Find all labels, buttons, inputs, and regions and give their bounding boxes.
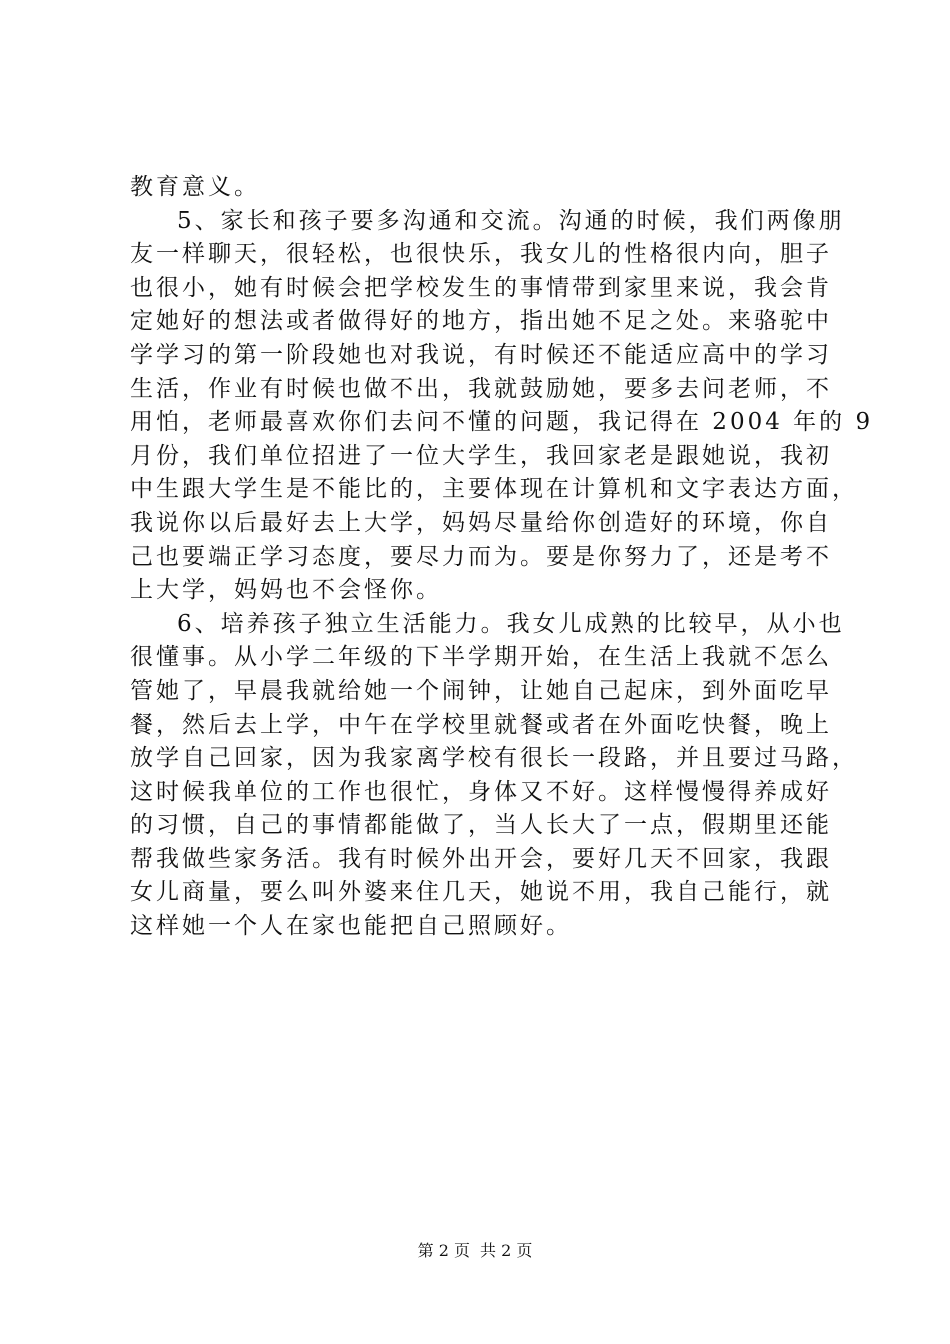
page-total: 共 2 页 (480, 1241, 533, 1260)
page-number: 第 2 页 (417, 1241, 470, 1260)
text-line: 己也要端正学习态度，要尽力而为。要是你努力了，还是考不 (130, 543, 832, 570)
text-line: 中生跟大学生是不能比的，主要体现在计算机和文字表达方面， (130, 476, 858, 503)
text-line: 也很小，她有时候会把学校发生的事情带到家里来说，我会肯 (130, 274, 832, 301)
text-line: 女儿商量，要么叫外婆来住几天，她说不用，我自己能行，就 (130, 879, 832, 906)
text-line: 我说你以后最好去上大学，妈妈尽量给你创造好的环境，你自 (130, 509, 832, 536)
text-line: 生活，作业有时候也做不出，我就鼓励她，要多去问老师，不 (130, 375, 832, 402)
text-line: 教育意义。 (130, 174, 260, 200)
text-line: 学学习的第一阶段她也对我说，有时候还不能适应高中的学习 (130, 341, 832, 368)
text-line: 餐，然后去上学，中午在学校里就餐或者在外面吃快餐，晚上 (130, 711, 832, 738)
text-line: 帮我做些家务活。我有时候外出开会，要好几天不回家，我跟 (130, 845, 832, 872)
text-line: 的习惯，自己的事情都能做了，当人长大了一点，假期里还能 (130, 812, 832, 839)
text-line: 管她了，早晨我就给她一个闹钟，让她自己起床，到外面吃早 (130, 677, 832, 704)
text-line: 定她好的想法或者做得好的地方，指出她不足之处。来骆驼中 (130, 308, 832, 335)
text-line: 这时候我单位的工作也很忙，身体又不好。这样慢慢得养成好 (130, 778, 832, 805)
page-footer (0, 1240, 950, 1262)
paragraph-5-first-line: 5、家长和孩子要多沟通和交流。沟通的时候，我们两像朋 (177, 207, 845, 234)
text-line: 这样她一个人在家也能把自己照顾好。 (130, 913, 572, 940)
paragraph-6-first-line: 6、培养孩子独立生活能力。我女儿成熟的比较早，从小也 (177, 610, 845, 637)
text-line: 月份，我们单位招进了一位大学生，我回家老是跟她说，我初 (130, 442, 832, 469)
document-body (130, 171, 874, 944)
text-line: 上大学，妈妈也不会怪你。 (130, 577, 442, 604)
text-line: 用怕，老师最喜欢你们去问不懂的问题，我记得在 2004 年的 9 (130, 409, 874, 436)
text-line: 放学自己回家，因为我家离学校有很长一段路，并且要过马路， (130, 745, 858, 772)
text-line: 友一样聊天，很轻松，也很快乐，我女儿的性格很内向，胆子 (130, 241, 832, 268)
text-line: 很懂事。从小学二年级的下半学期开始，在生活上我就不怎么 (130, 644, 832, 671)
